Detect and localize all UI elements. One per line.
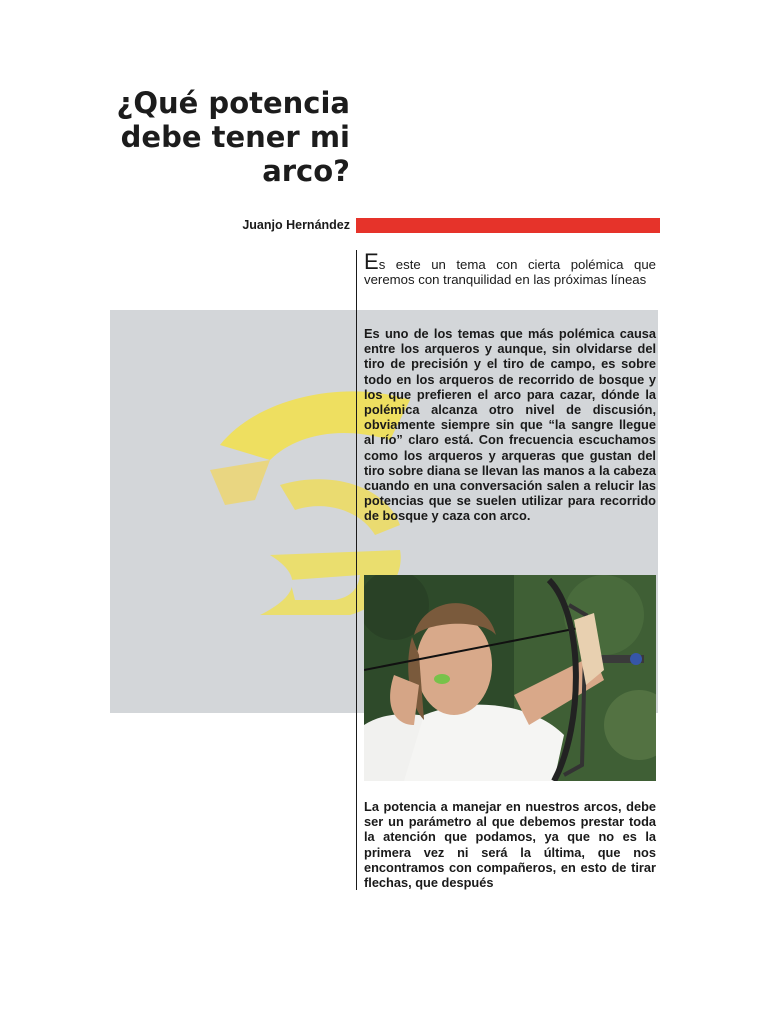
drop-cap: E <box>364 249 379 274</box>
title-line-3: arco? <box>262 154 350 188</box>
archer-drawing-compound-bow-photo <box>364 575 656 781</box>
author-name: Juanjo Hernández <box>242 218 350 232</box>
title-line-1: ¿Qué potencia <box>116 86 350 120</box>
intro-text: s este un tema con cierta polémica que veremos con tranquilidad en las próximas líneas <box>364 257 656 288</box>
body-paragraph-1: Es uno de los temas que más polémica causa entre los arqueros y aunque, sin olvidarse del tiro de precisión y el tiro de campo, es sobre todo en los arqueros de recorrido de bosque y los que prefieren el arco para cazar, dónde la polémica alcanza otro nivel de discusión, obviamente siempre sin que “la sangre llegue al río” claro está. Con frecuencia escuchamos como los arqueros y arqueras que gustan del tiro sobre diana se llevan las manos a la cabeza cuando en una conversación salen a relucir las potencias que se suelen utilizar para recorrido de bosque y caza con arco. <box>364 326 656 524</box>
column-divider <box>356 250 357 890</box>
intro-paragraph <box>364 249 656 288</box>
body-paragraph-2: La potencia a manejar en nuestros arcos, debe ser un parámetro al que debemos prestar toda la atención que podamos, ya que no es la primera vez ni será la última, que nos encontramos con compañeros, en esto de tirar flechas, que después <box>364 799 656 891</box>
title-line-2: debe tener mi <box>120 120 350 154</box>
archer-photo <box>364 575 656 781</box>
article-title <box>110 86 350 188</box>
accent-red-bar <box>356 218 660 233</box>
